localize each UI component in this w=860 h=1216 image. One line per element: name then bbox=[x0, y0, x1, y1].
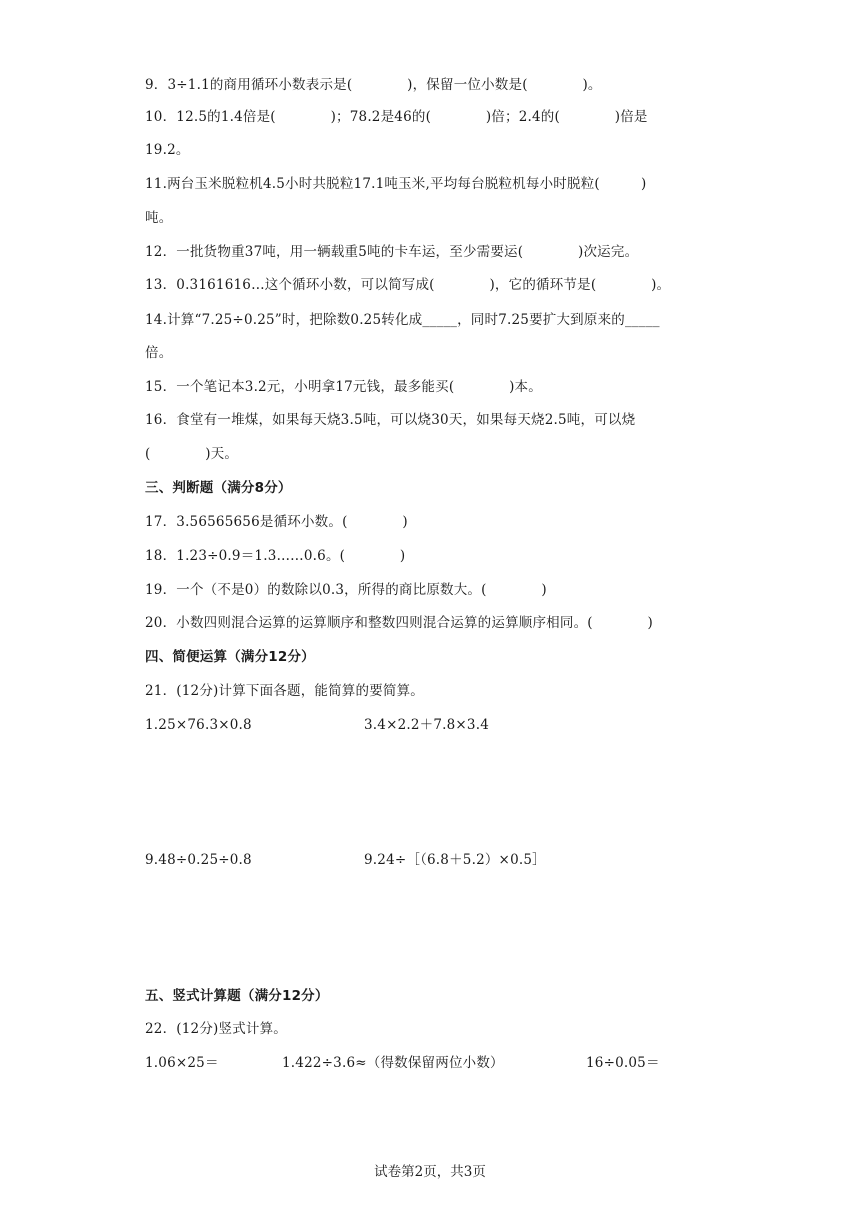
section-5-heading: 五、竖式计算题（满分12分） bbox=[145, 988, 329, 1004]
question-21-item-4: 9.24÷［（6.8＋5.2）×0.5］ bbox=[364, 852, 546, 868]
question-22-item-3: 16÷0.05＝ bbox=[586, 1055, 660, 1071]
page-footer: 试卷第2页，共3页 bbox=[374, 1164, 486, 1180]
question-16-line2: ( )天。 bbox=[145, 446, 239, 462]
question-10-line1: 10．12.5的1.4倍是( )；78.2是46的( )倍；2.4的( )倍是 bbox=[145, 109, 648, 125]
question-11-line1: 11.两台玉米脱粒机4.5小时共脱粒17.1吨玉米,平均每台脱粒机每小时脱粒( ) bbox=[145, 176, 647, 192]
question-22: 22．(12分)竖式计算。 bbox=[145, 1021, 287, 1037]
question-12: 12．一批货物重37吨，用一辆载重5吨的卡车运，至少需要运( )次运完。 bbox=[145, 244, 639, 260]
question-20: 20．小数四则混合运算的运算顺序和整数四则混合运算的运算顺序相同。( ) bbox=[145, 615, 654, 631]
question-10-line2: 19.2。 bbox=[145, 142, 190, 158]
section-3-heading: 三、判断题（满分8分） bbox=[145, 480, 292, 496]
question-21-item-2: 3.4×2.2＋7.8×3.4 bbox=[364, 717, 490, 733]
question-15: 15．一个笔记本3.2元，小明拿17元钱，最多能买( )本。 bbox=[145, 379, 542, 395]
question-13: 13．0.3161616…这个循环小数，可以简写成( )，它的循环节是( )。 bbox=[145, 277, 671, 293]
question-18: 18．1.23÷0.9＝1.3……0.6。( ) bbox=[145, 548, 406, 564]
question-22-item-2: 1.422÷3.6≈（得数保留两位小数） bbox=[282, 1055, 504, 1071]
section-4-heading: 四、简便运算（满分12分） bbox=[145, 649, 315, 665]
question-14-line2: 倍。 bbox=[145, 345, 173, 361]
question-16-line1: 16．食堂有一堆煤，如果每天烧3.5吨，可以烧30天，如果每天烧2.5吨，可以烧 bbox=[145, 412, 636, 428]
question-17: 17．3.56565656是循环小数。( ) bbox=[145, 514, 408, 530]
question-9: 9．3÷1.1的商用循环小数表示是( )，保留一位小数是( )。 bbox=[145, 77, 602, 93]
question-19: 19．一个（不是0）的数除以0.3，所得的商比原数大。( ) bbox=[145, 582, 547, 598]
question-21: 21．(12分)计算下面各题，能简算的要简算。 bbox=[145, 683, 424, 699]
question-21-item-1: 1.25×76.3×0.8 bbox=[145, 717, 252, 733]
question-22-item-1: 1.06×25＝ bbox=[145, 1055, 219, 1071]
question-11-line2: 吨。 bbox=[145, 210, 173, 226]
question-14-line1: 14.计算“7.25÷0.25”时，把除数0.25转化成_____，同时7.25要扩大到原来的_____ bbox=[145, 312, 660, 328]
question-21-item-3: 9.48÷0.25÷0.8 bbox=[145, 852, 252, 868]
